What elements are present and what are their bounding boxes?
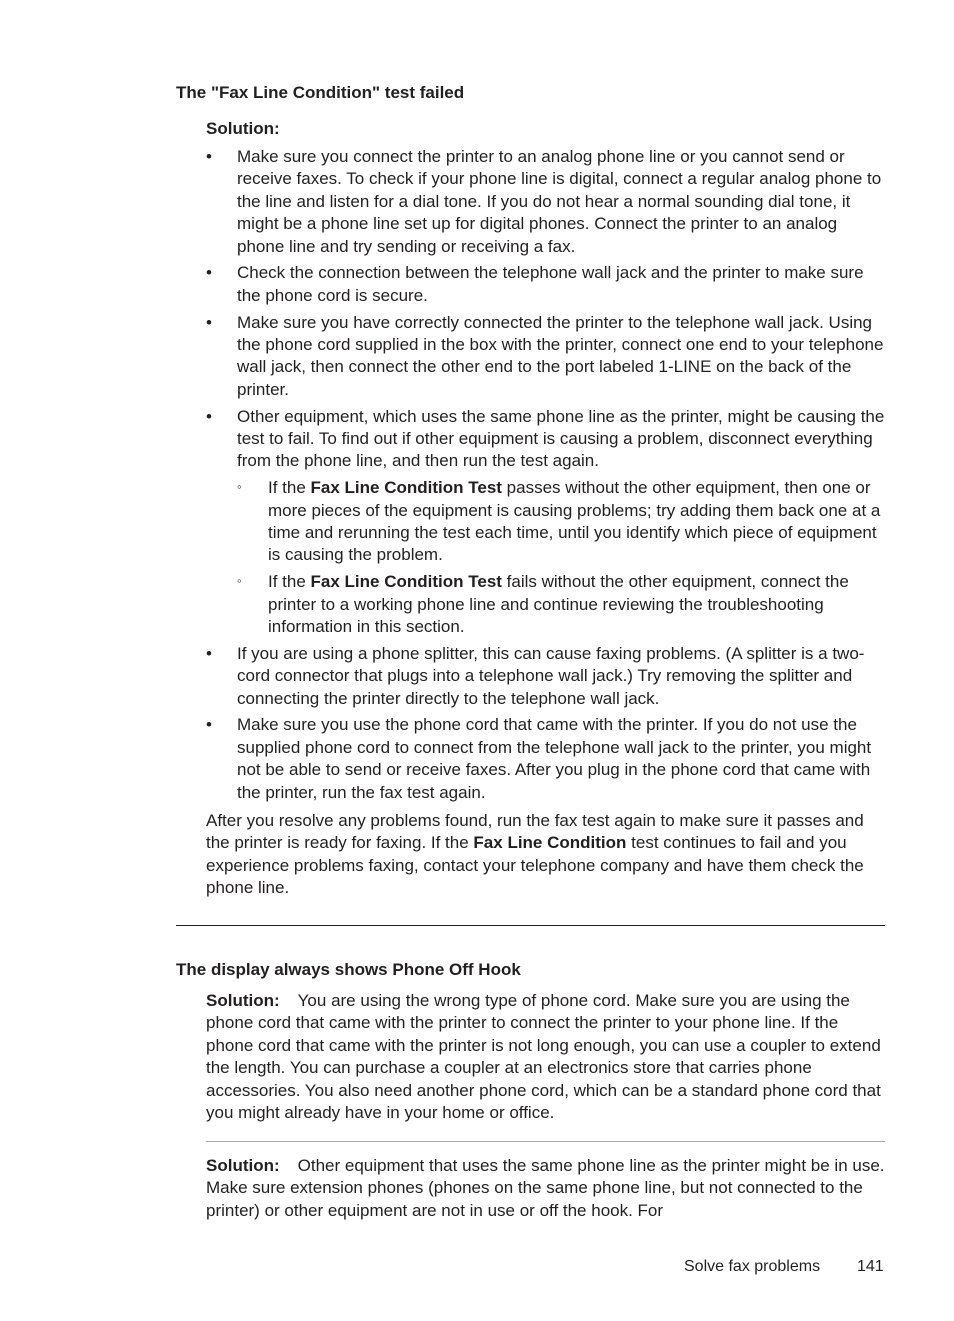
list-item-text: Make sure you connect the printer to an analog phone line or you cannot send or receive faxes. To check if your phone line is digital, connect a regular analog phone to the line and listen for a dial tone. If you do not hear a normal sounding dial tone, it might be a phone line set up for digital phones. Connect the printer to an analog phone line and try sending or receiving a fax. [237, 147, 882, 256]
closing-bold: Fax Line Condition [473, 833, 627, 853]
bullet-mark: • [206, 715, 212, 735]
sub-bullet-list [237, 477, 886, 638]
section-divider [176, 925, 885, 926]
sub-bullet-mark: ◦ [237, 573, 242, 589]
list-item [206, 406, 886, 639]
solution-bullet-list [206, 146, 886, 809]
sub-item-prefix: If the [268, 572, 311, 592]
list-item-text: Check the connection between the telephone wall jack and the printer to make sure the phone cord is secure. [237, 263, 864, 305]
solution-label-text: Solution: [206, 991, 280, 1010]
sub-item-bold: Fax Line Condition Test [310, 478, 502, 498]
sub-item-suffix: fails without the other equipment, connect the printer to a working phone line and continue reviewing the troubleshooting information in this section. [268, 572, 849, 637]
list-item-text: If you are using a phone splitter, this can cause faxing problems. (A splitter is a two-cord connector that plugs into a telephone wall jack.) Try removing the splitter and connecting the printer directly to the telephone wall jack. [237, 643, 865, 708]
sub-list-item [237, 477, 886, 567]
page-number: 141 [857, 1258, 884, 1275]
solution-divider [206, 1141, 885, 1142]
bullet-mark: • [206, 406, 212, 426]
closing-prefix: After you resolve any problems found, run the fax test again to make sure it passes and the printer is ready for faxing. If the [206, 811, 864, 853]
list-item [206, 146, 886, 258]
footer-section-title: Solve fax problems [684, 1258, 821, 1275]
list-item-text: Make sure you use the phone cord that came with the printer. If you do not use the supplied phone cord to connect from the telephone wall jack to the printer, you might not be able to send or receive faxes. After you plug in the phone cord that came with the printer, run the fax test again. [237, 715, 872, 802]
solution-label-text: Solution: [206, 1156, 280, 1175]
section-heading-fax-line-condition: The "Fax Line Condition" test failed [176, 83, 465, 102]
list-item [206, 312, 886, 402]
list-item [206, 262, 886, 307]
solution-paragraph-1 [206, 990, 886, 1124]
solution-label-text: Solution: [206, 119, 280, 138]
sub-bullet-mark: ◦ [237, 479, 242, 495]
sub-item-bold: Fax Line Condition Test [310, 572, 502, 592]
section-heading-phone-off-hook: The display always shows Phone Off Hook [176, 960, 521, 979]
list-item [206, 714, 886, 804]
sub-item-suffix: passes without the other equipment, then one or more pieces of the equipment is causing problems; try adding them back one at a time and rerunning the test each time, until you identify which piece of equipment is causing the problem. [268, 478, 881, 565]
sub-list-item [237, 571, 886, 638]
solution-text: You are using the wrong type of phone cord. Make sure you are using the phone cord that came with the printer to connect the printer to your phone line. If the phone cord that came with the printer is not long enough, you can use a coupler to extend the length. You can purchase a coupler at an electronics store that carries phone accessories. You also need another phone cord, which can be a standard phone cord that you might already have in your home or office. [206, 991, 881, 1123]
bullet-mark: • [206, 643, 212, 663]
sub-item-prefix: If the [268, 478, 311, 498]
solution-label [206, 118, 886, 140]
bullet-mark: • [206, 263, 212, 283]
closing-paragraph [206, 810, 886, 900]
bullet-mark: • [206, 147, 212, 166]
bullet-mark: • [206, 312, 212, 332]
list-item-text: Make sure you have correctly connected the printer to the telephone wall jack. Using the phone cord supplied in the box with the printer, connect one end to your telephone wall jack, then connect the other end to the port labeled 1-LINE on the back of the printer. [237, 312, 884, 399]
closing-suffix: test continues to fail and you experience problems faxing, contact your telephone company and have them check the phone line. [206, 833, 864, 898]
list-item-text: Other equipment, which uses the same phone line as the printer, might be causing the test to fail. To find out if other equipment is causing a problem, disconnect everything from the phone line, and then run the test again. [237, 406, 885, 471]
list-item [206, 643, 886, 710]
solution-text: Other equipment that uses the same phone line as the printer might be in use. Make sure extension phones (phones on the same phone line, but not connected to the printer) or other equipment are not in use or off the hook. For [206, 1156, 885, 1220]
solution-paragraph-2 [206, 1155, 886, 1222]
